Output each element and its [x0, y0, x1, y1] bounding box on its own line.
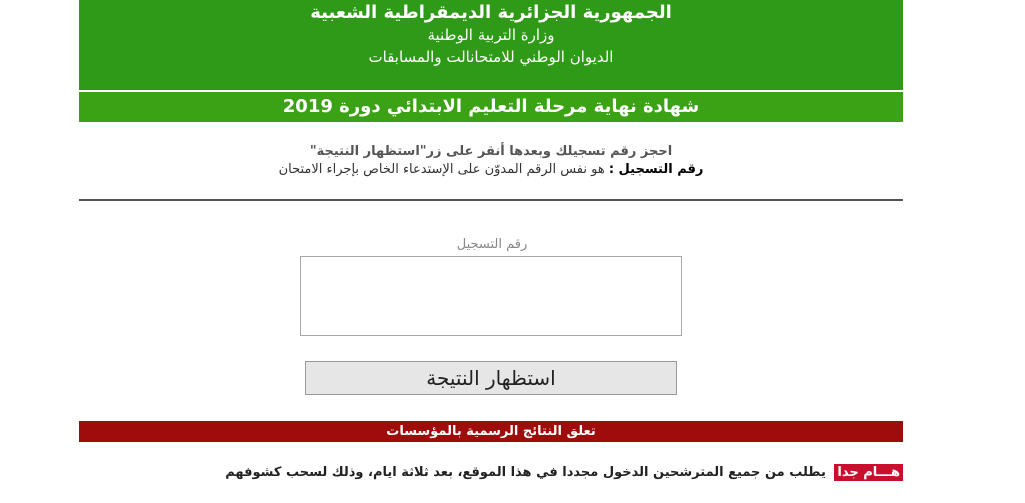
registration-number-input[interactable] [300, 256, 682, 336]
registration-hint-label: رقم التسجيل : [608, 162, 704, 177]
registration-hint-text: هو نفس الرقم المدوّن على الإستدعاء الخاص بإجراء الامتحان [278, 162, 605, 177]
instructions [79, 143, 903, 179]
ministry-name: وزارة التربية الوطنية [427, 26, 555, 44]
registration-hint [79, 161, 903, 179]
registration-field-label: رقم التسجيل [456, 237, 528, 252]
certificate-title: شهادة نهاية مرحلة التعليم الابتدائي دورة 2019 [79, 92, 903, 122]
important-text: يطلب من جميع المترشحين الدخول مجددا في هذا الموقع، بعد ثلاثة ايام، وذلك لسحب كشوفهم [225, 465, 826, 480]
divider [79, 199, 903, 201]
instruction-line: احجز رقم تسجيلك وبعدها أنقر على زر"استظهار النتيجة" [309, 144, 673, 159]
important-notice [79, 463, 903, 483]
republic-name: الجمهورية الجزائرية الديمقراطية الشعبية [310, 2, 672, 23]
office-name: الديوان الوطني للامتحانالت والمسابقات [368, 48, 614, 66]
important-tag: هـــام جدا [834, 464, 903, 481]
notice-bar: تعلق النتائج الرسمية بالمؤسسات [79, 421, 903, 442]
show-result-button[interactable]: استظهار النتيجة [305, 361, 677, 395]
official-header [79, 0, 903, 90]
